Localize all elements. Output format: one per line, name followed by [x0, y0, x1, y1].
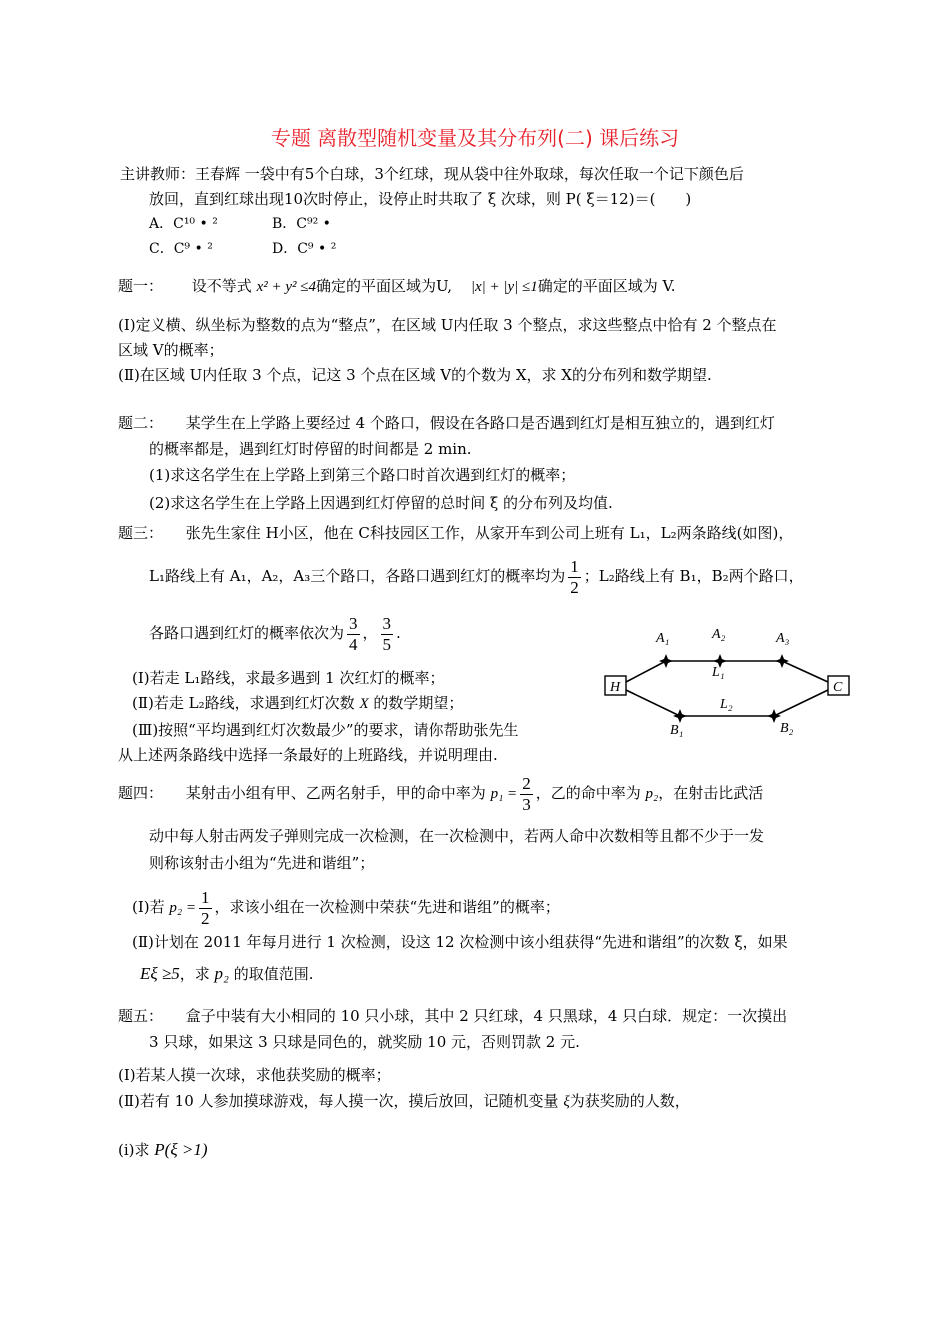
q2-part2: (2)求这名学生在上学路上因遇到红灯停留的总时间 ξ 的分布列及均值.	[149, 494, 613, 512]
frac-den: 4	[349, 634, 358, 654]
q4-cond-c: 的取值范围.	[233, 965, 314, 983]
label-c: C	[833, 680, 843, 695]
frac-den: 5	[382, 634, 392, 654]
frac-num: 2	[522, 773, 531, 793]
q3-label: 题三：	[118, 524, 164, 542]
q3-line2	[149, 555, 804, 598]
q1-part2: (Ⅱ)在区域 U内任取 3 个点，记这 3 个点在区域 V的个数为 X，求 X的分布列和数学期望.	[118, 366, 712, 384]
q3-part2	[132, 693, 463, 714]
q5-part2-b: 为获奖励的人数，	[569, 1092, 690, 1110]
q1-formula-a: x² + y² ≤4	[256, 279, 317, 295]
intersection-a1-icon	[659, 654, 673, 668]
q5-part2-var: ξ	[563, 1094, 570, 1110]
q4-text1a: 某射击小组有甲、乙两名射手，甲的命中率为	[185, 784, 486, 802]
q4-line1	[118, 772, 763, 815]
intersection-b1-icon	[673, 709, 687, 723]
q3-part3-a: (Ⅲ)按照“平均遇到红灯次数最少”的要求，请你帮助张先生	[132, 721, 519, 739]
q2-line2: 的概率都是，遇到红灯时停留的时间都是 2 min.	[149, 440, 472, 458]
q1-part1-b: 区域 V的概率；	[118, 341, 224, 359]
label-b2: B₂	[780, 721, 794, 736]
q1-part1-a: (Ⅰ)定义横、纵坐标为整数的点为“整点”，在区域 U内任取 3 个整点，求这些整点中恰有 2 个整点在	[118, 316, 777, 334]
frac-num: 1	[570, 556, 579, 576]
q2-text1: 某学生在上学路上要经过 4 个路口，假设在各路口是否遇到红灯是相互独立的，遇到红灯	[185, 414, 775, 432]
q4-part1-eq: p₂ =	[169, 900, 197, 916]
q4-p1-eq: p₁ =	[490, 786, 518, 802]
route-line	[774, 690, 828, 716]
q5-part2-a: (Ⅱ)若有 10 人参加摸球游戏，每人摸一次，摸后放回，记随机变量	[118, 1092, 559, 1110]
q4-part1-a: (Ⅰ)若	[132, 898, 165, 916]
intersection-b2-icon	[767, 709, 781, 723]
intersection-a3-icon	[775, 654, 789, 668]
label-l2: L₂	[720, 697, 733, 712]
q3-text1: 张先生家住 H小区，他在 C科技园区工作，从家开车到公司上班有 L₁，L₂两条路线(如图)，	[185, 524, 794, 542]
frac-num: 3	[349, 613, 358, 633]
q1-stem-c: 确定的平面区域为 V.	[537, 277, 676, 295]
q3-text2b: ；L₂路线上有 B₁，B₂两个路口，	[583, 567, 804, 585]
frac-den: 2	[570, 577, 579, 597]
q4-cond-formula: Eξ ≥5	[140, 964, 180, 983]
option-c: C．C⁹ • ²	[149, 241, 213, 257]
q3-text3a: 各路口遇到红灯的概率依次为	[149, 624, 345, 642]
label-a3: A₃	[776, 631, 790, 646]
q3-fraction-three-fifths	[381, 614, 394, 655]
q4-p2-var: p₂	[645, 786, 659, 802]
q4-part1	[132, 886, 560, 929]
q4-text1c: ，在射击比武活	[658, 784, 764, 802]
q3-fraction-three-quarters	[347, 614, 360, 655]
q2-label: 题二：	[118, 414, 164, 432]
q4-part2: (Ⅱ)计划在 2011 年每月进行 1 次检测，设这 12 次检测中该小组获得“先进和谐组”的次数 ξ，如果	[132, 933, 788, 951]
q4-cond-var: p₂	[214, 964, 229, 983]
option-a: A．C¹⁰ • ²	[149, 216, 218, 232]
route-diagram	[596, 624, 860, 740]
q4-line2: 动中每人射击两发子弹则完成一次检测，在一次检测中，若两人命中次数相等且都不少于一发	[149, 827, 765, 845]
q2-line1	[118, 413, 775, 433]
q1-stem-a: 设不等式	[191, 277, 252, 295]
route-line	[626, 690, 680, 716]
q5-line1	[118, 1006, 787, 1026]
q1-line	[118, 276, 676, 297]
q3-line1	[118, 523, 793, 543]
q3-fraction-half	[568, 557, 581, 598]
intro-line1: 主讲教师：王春辉 一袋中有5个白球，3个红球，现从袋中往外取球，每次任取一个记下颜色后	[120, 165, 744, 183]
intro-line2: 放回，直到红球出现10次时停止，设停止时共取了 ξ 次球，则 P( ξ＝12)＝( )	[149, 190, 692, 208]
q4-condition	[140, 964, 314, 984]
page-title: 专题 离散型随机变量及其分布列(二) 课后练习	[270, 126, 680, 150]
label-b1: B₁	[670, 723, 684, 738]
q3-sep: ，	[362, 624, 378, 642]
frac-num: 1	[201, 887, 210, 907]
label-a1: A₁	[656, 631, 670, 646]
q4-label: 题四：	[118, 784, 164, 802]
q5-part2	[118, 1091, 690, 1112]
label-a2: A₂	[712, 627, 726, 642]
route-line	[782, 661, 828, 682]
q5-part3-formula: P(ξ >1)	[154, 1140, 208, 1159]
frac-den: 3	[522, 794, 531, 814]
route-line	[626, 661, 666, 682]
q1-label: 题一：	[118, 277, 164, 295]
q3-part1: (Ⅰ)若走 L₁路线，求最多遇到 1 次红灯的概率；	[132, 669, 445, 687]
q4-cond-b: ，求	[179, 965, 210, 983]
q4-fraction-half	[199, 888, 212, 929]
q5-part1: (Ⅰ)若某人摸一次球，求他获奖励的概率；	[118, 1066, 391, 1084]
q5-line2: 3 只球，如果这 3 只球是同色的，就奖励 10 元，否则罚款 2 元.	[149, 1033, 580, 1051]
q5-label: 题五：	[118, 1007, 164, 1025]
q4-part1-b: ，求该小组在一次检测中荣获“先进和谐组”的概率；	[214, 898, 560, 916]
q3-part3-b: 从上述两条路线中选择一条最好的上班路线，并说明理由.	[118, 746, 498, 764]
q3-line3	[149, 612, 401, 655]
q3-text2a: L₁路线上有 A₁，A₂，A₃三个路口，各路口遇到红灯的概率均为	[149, 567, 566, 585]
q4-line3: 则称该射击小组为“先进和谐组”；	[149, 854, 375, 872]
q2-part1: (1)求这名学生在上学路上到第三个路口时首次遇到红灯的概率；	[149, 466, 576, 484]
label-l1: L₁	[712, 665, 725, 680]
q1-formula-b: |x| + |y| ≤1	[470, 279, 538, 295]
q5-part3-a: (i)求	[118, 1141, 150, 1159]
q1-stem-b: 确定的平面区域为U,	[316, 277, 453, 295]
q3-part2-var: X	[359, 696, 369, 712]
frac-den: 2	[201, 908, 210, 928]
label-h: H	[610, 680, 621, 695]
option-d: D．C⁹ • ²	[272, 241, 337, 257]
q5-part3	[118, 1140, 208, 1160]
option-b: B．C⁹² •	[272, 216, 331, 232]
q5-text1: 盒子中装有大小相同的 10 只小球，其中 2 只红球，4 只黑球，4 只白球．规定：一次摸出	[185, 1007, 788, 1025]
q3-end: .	[396, 624, 401, 642]
q3-part2-b: 的数学期望；	[373, 694, 464, 712]
q4-fraction-two-thirds	[520, 774, 533, 815]
frac-num: 3	[382, 613, 392, 633]
q3-part2-a: (Ⅱ)若走 L₂路线，求遇到红灯次数	[132, 694, 355, 712]
q4-text1b: ，乙的命中率为	[535, 784, 641, 802]
